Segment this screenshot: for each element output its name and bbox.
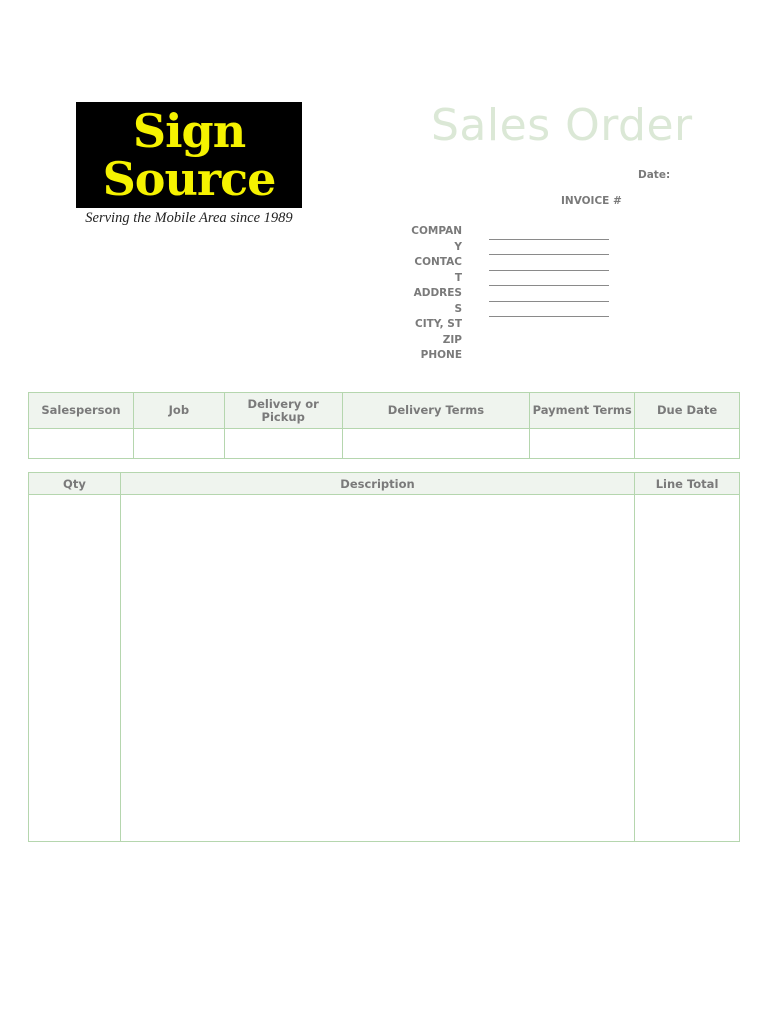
info-label: ADDRES: [413, 287, 462, 299]
blank-line[interactable]: [489, 302, 609, 318]
info-label: COMPAN: [411, 225, 462, 237]
info-label: PHONE: [420, 349, 462, 361]
column-header-due-date: Due Date: [635, 393, 740, 429]
info-label: S: [454, 302, 462, 315]
blank-line[interactable]: [489, 255, 609, 271]
delivery-or-pickup-cell[interactable]: [224, 429, 342, 459]
due-date-cell[interactable]: [635, 429, 740, 459]
company-logo: [76, 102, 302, 208]
line-items-table: [28, 472, 740, 842]
delivery-terms-cell[interactable]: [342, 429, 530, 459]
document-title: Sales Order: [431, 100, 693, 151]
column-header-delivery-or-pickup: Delivery or Pickup: [224, 393, 342, 429]
logo-tagline: Serving the Mobile Area since 1989: [85, 210, 293, 226]
customer-info-blank-lines: [489, 224, 609, 317]
column-header-qty: Qty: [29, 473, 121, 495]
logo-line-1: Sign: [132, 104, 246, 158]
job-cell[interactable]: [133, 429, 224, 459]
blank-line[interactable]: [489, 286, 609, 302]
info-label: CONTAC: [414, 256, 462, 268]
customer-info-labels: [402, 224, 462, 364]
order-details-table: [28, 392, 740, 459]
salesperson-cell[interactable]: [29, 429, 134, 459]
column-header-job: Job: [133, 393, 224, 429]
column-header-delivery-terms: Delivery Terms: [342, 393, 530, 429]
info-label: T: [454, 271, 462, 284]
payment-terms-cell[interactable]: [530, 429, 635, 459]
items-header-row: [29, 473, 740, 495]
column-header-salesperson: Salesperson: [29, 393, 134, 429]
column-header-line-total: Line Total: [635, 473, 740, 495]
blank-line[interactable]: [489, 240, 609, 256]
column-header-payment-terms: Payment Terms: [530, 393, 635, 429]
date-label: Date:: [638, 169, 671, 181]
description-cell[interactable]: [120, 495, 634, 842]
column-header-description: Description: [120, 473, 634, 495]
info-label: ZIP: [442, 333, 462, 346]
blank-line[interactable]: [489, 224, 609, 240]
order-header-row: [29, 393, 740, 429]
qty-cell[interactable]: [29, 495, 121, 842]
logo-line-2: Source: [102, 152, 276, 206]
info-label: CITY, ST: [414, 318, 462, 330]
line-total-cell[interactable]: [635, 495, 740, 842]
blank-line[interactable]: [489, 271, 609, 287]
invoice-label: INVOICE #: [561, 195, 622, 207]
items-body-row: [29, 495, 740, 842]
order-data-row: [29, 429, 740, 459]
info-label: Y: [454, 240, 462, 253]
